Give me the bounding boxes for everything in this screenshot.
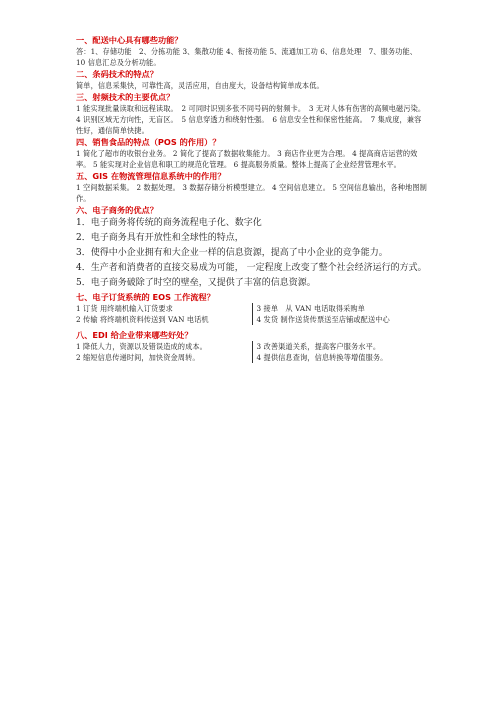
section-6-item-5: 5．电子商务破除了时空的壁垒，又提供了丰富的信息资源。 <box>76 278 316 288</box>
section-3-title: 三、射频技术的主要优点？ <box>76 92 175 102</box>
section-1-body: 答：1、存储功能 2、分拣功能 3、集散功能 4、衔接功能 5、流通加工功 6、信息处理 7、服务功能、 10 信息汇总及分析功能。 <box>76 47 418 67</box>
section-2-title: 二、条码技术的特点？ <box>76 69 158 79</box>
section-7-right-column <box>252 303 429 325</box>
section-4-body: 1 简化了超市的收银台业务。 2 简化了提高了数据收集能力。 3 商店作业更为合理。 4 提高商店运营的效率。 5 能实现对企业信息和职工的规范化管理。 6 提高服务质量。整体上提高了企业经营管理水平。 <box>76 149 418 169</box>
section-6-item-2: 2．电子商务具有开放性和全球性的特点， <box>76 233 244 243</box>
section-8-benefit-2: 2 缩短信息传递时间，加快资金周转。 <box>76 353 200 362</box>
section-7-left-column <box>76 303 252 325</box>
section-8-benefit-3: 3 改善渠道关系，提高客户服务水平。 <box>256 342 381 351</box>
section-7-title: 七、电子订货系统的 EOS 工作流程？ <box>76 292 215 302</box>
section-7-table <box>76 303 428 325</box>
section-6-item-1: 1．电子商务将传统的商务流程电子化、数字化 <box>76 218 262 228</box>
section-2-body: 简单，信息采集快，可靠性高，灵活应用，自由度大，设备结构简单成本低。 <box>76 81 324 90</box>
section-4-title: 四、销售食品的特点（POS 的作用）？ <box>76 137 221 147</box>
section-6-item-3: 3．使得中小企业拥有和大企业一样的信息资源，提高了中小企业的竞争能力。 <box>76 248 388 258</box>
document-page <box>76 34 428 363</box>
section-7-step-4: 4 发货 制作送货传票送至店铺或配送中心 <box>256 315 390 324</box>
section-8-table <box>76 341 428 363</box>
section-1-title: 一、配送中心具有哪些功能？ <box>76 35 183 45</box>
section-8-left-column <box>76 341 252 363</box>
section-8-title: 八、EDI 给企业带来哪些好处？ <box>76 330 193 340</box>
section-6-title: 六、电子商务的优点？ <box>76 205 158 215</box>
section-5-body: 1 空间数据采集。 2 数据处理。 3 数据存储分析模型建立。 4 空间信息建立。 5 空间信息输出，各种地图制作。 <box>76 183 427 203</box>
section-3-body: 1 能实现批量读取和远程读取。 2 可同时识别多张不同号码的射频卡。 3 无对人体有伤害的高频电磁污染。 4 识别区域无方向性，无盲区。 5 信息穿透力和绕射性强。 6 信息安全性和保密性能高。 7 集成度，兼容性好，通信简单快捷。 <box>76 104 429 135</box>
section-7-step-2: 2 传输 将终端机资料传送到 VAN 电话机 <box>76 315 209 324</box>
section-7-step-3: 3 接单 从 VAN 电话取得采购单 <box>256 304 365 313</box>
section-6-item-4: 4．生产者和消费者的直接交易成为可能， 一定程度上改变了整个社会经济运行的方式。 <box>76 263 427 273</box>
section-8-right-column <box>252 341 429 363</box>
section-7-step-1: 1 订货 用终端机输入订货要求 <box>76 304 173 313</box>
section-5-title: 五、GIS 在物流管理信息系统中的作用？ <box>76 171 226 181</box>
section-8-benefit-1: 1 降低人力，资源以及错误造成的成本。 <box>76 342 207 351</box>
section-8-benefit-4: 4 提供信息查询，信息转换等增值服务。 <box>256 353 388 362</box>
